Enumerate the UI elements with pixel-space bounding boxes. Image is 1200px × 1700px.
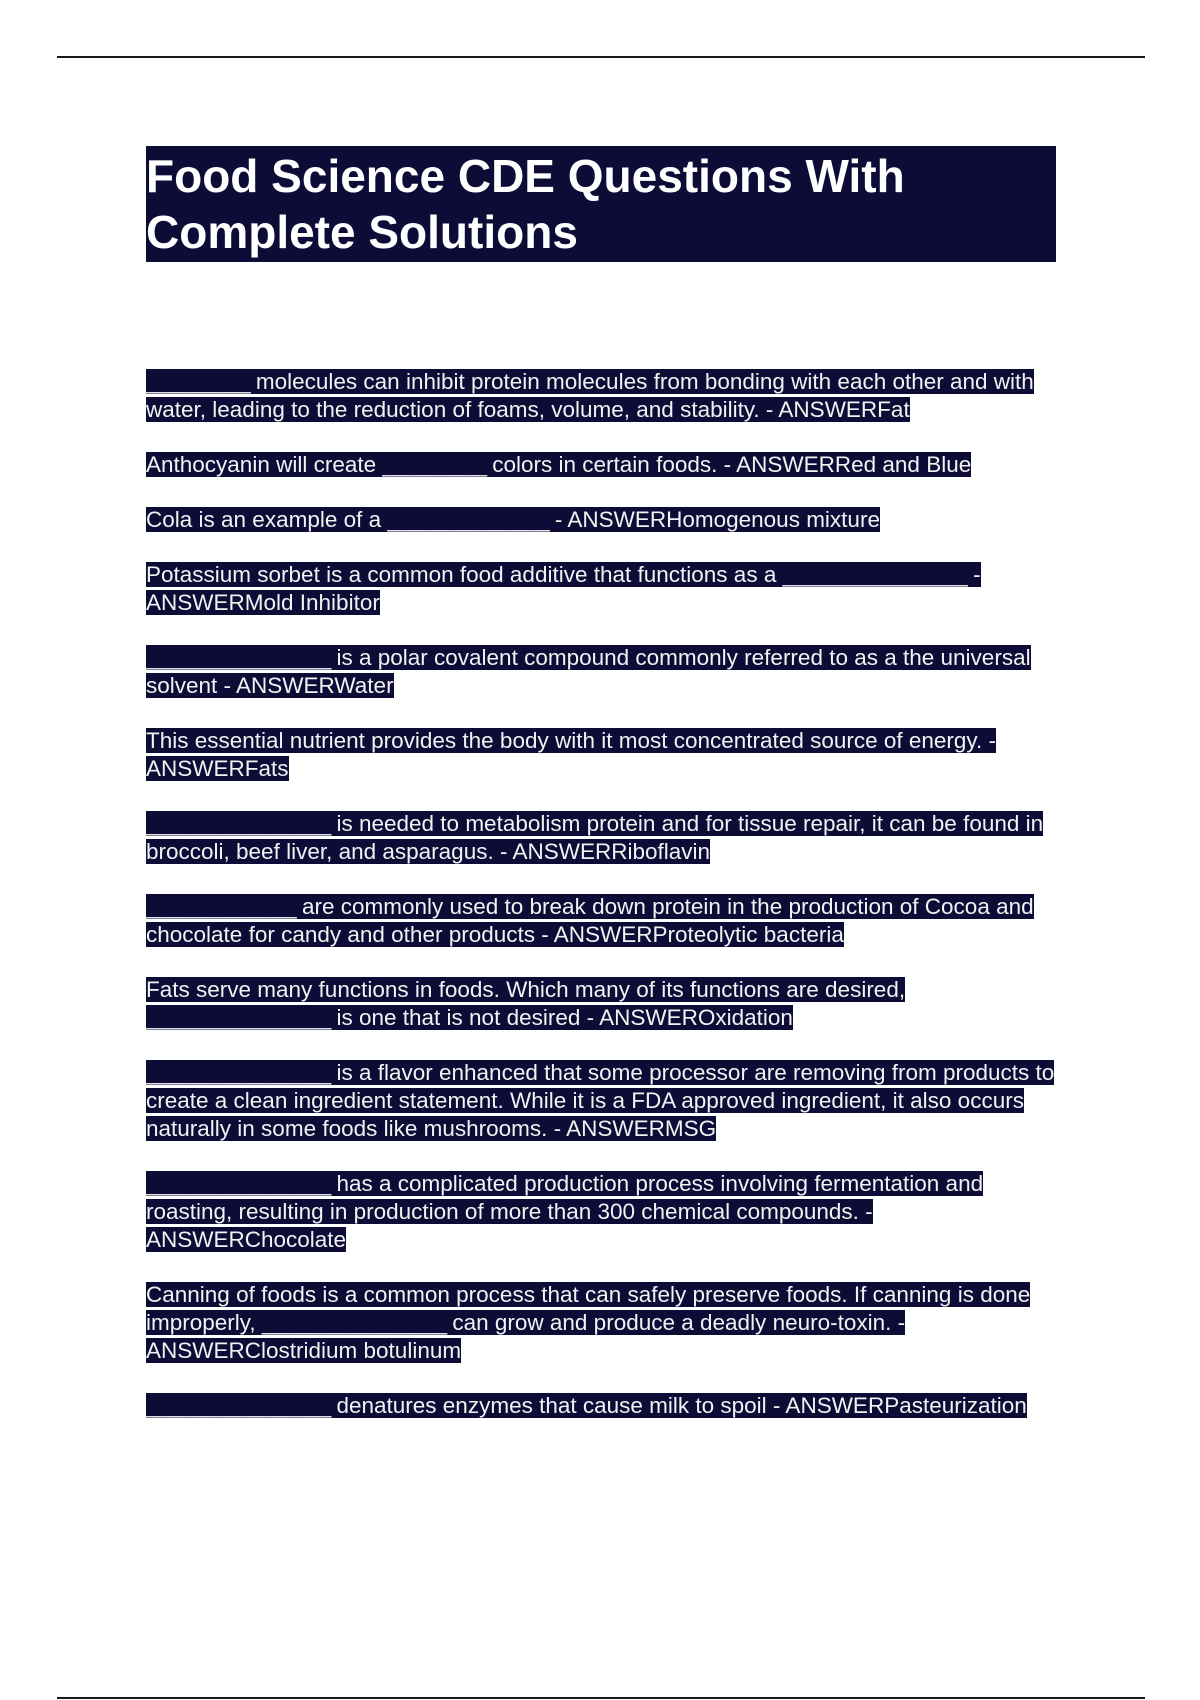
question-post: are commonly used to break down protein in the production of Cocoa and chocolate for candy and other products - ANSWERProteolytic bacteria — [146, 894, 1034, 947]
document-title: Food Science CDE Questions With Complete Solutions — [146, 150, 905, 258]
question-list — [146, 368, 1056, 1420]
question-post: is a flavor enhanced that some processor are removing from products to create a clean ingredient statement. While it is a FDA approved ingredient, it also occurs naturally in some foods like mushrooms. - ANSWERMSG — [146, 1060, 1055, 1141]
question-pre: Fats serve many functions in foods. Which many of its functions are desired, — [146, 977, 906, 1002]
question-post: has a complicated production process involving fermentation and roasting, resulting in production of more than 300 chemical compounds. - ANSWERChocolate — [146, 1171, 984, 1252]
question-item — [146, 727, 1056, 783]
answer-blank: ________________ — [146, 1171, 331, 1196]
question-pre: Canning of foods is a common process that can safely preserve foods. If canning is done improperly, — [146, 1282, 1031, 1335]
question-pre: This essential nutrient provides the body with it most concentrated source of energy. - ANSWERFats — [146, 728, 997, 781]
footer-rule — [57, 1697, 1145, 1699]
answer-blank: ________________ — [782, 562, 967, 587]
document-body — [146, 146, 1056, 1447]
question-post: colors in certain foods. - ANSWERRed and Blue — [486, 452, 972, 477]
question-item — [146, 1281, 1056, 1365]
question-post: can grow and produce a deadly neuro-toxin. - ANSWERClostridium botulinum — [146, 1310, 906, 1363]
answer-blank: ________________ — [146, 1393, 331, 1418]
question-item — [146, 893, 1056, 949]
question-post: is a polar covalent compound commonly referred to as a the universal solvent - ANSWERWater — [146, 645, 1031, 698]
answer-blank: ________________ — [146, 811, 331, 836]
question-pre: Potassium sorbet is a common food additive that functions as a — [146, 562, 783, 587]
answer-blank: ______________ — [387, 507, 549, 532]
header-rule — [57, 56, 1145, 58]
question-post: molecules can inhibit protein molecules from bonding with each other and with water, leading to the reduction of foams, volume, and stability. - ANSWERFat — [146, 369, 1034, 422]
question-item — [146, 810, 1056, 866]
question-post: is needed to metabolism protein and for tissue repair, it can be found in broccoli, beef liver, and asparagus. - ANSWERRiboflavin — [146, 811, 1044, 864]
answer-blank: _________ — [382, 452, 486, 477]
title-block — [146, 146, 1056, 262]
answer-blank: ________________ — [146, 645, 331, 670]
question-item — [146, 561, 1056, 617]
answer-blank: ________________ — [146, 1060, 331, 1085]
question-item — [146, 506, 1056, 534]
question-item — [146, 1392, 1056, 1420]
question-post: is one that is not desired - ANSWEROxidation — [330, 1005, 793, 1030]
question-item — [146, 976, 1056, 1032]
answer-blank: ________________ — [261, 1310, 447, 1335]
question-post: - ANSWERHomogenous mixture — [548, 507, 880, 532]
question-post: - ANSWERMold Inhibitor — [146, 562, 981, 615]
question-item — [146, 644, 1056, 700]
question-item — [146, 368, 1056, 424]
question-pre: Anthocyanin will create — [146, 452, 383, 477]
question-post: denatures enzymes that cause milk to spoil - ANSWERPasteurization — [330, 1393, 1027, 1418]
question-item — [146, 1059, 1056, 1143]
question-item — [146, 451, 1056, 479]
question-item — [146, 1170, 1056, 1254]
answer-blank: _________ — [146, 369, 250, 394]
answer-blank: _____________ — [146, 894, 296, 919]
answer-blank: ________________ — [146, 1005, 331, 1030]
question-pre: Cola is an example of a — [146, 507, 388, 532]
